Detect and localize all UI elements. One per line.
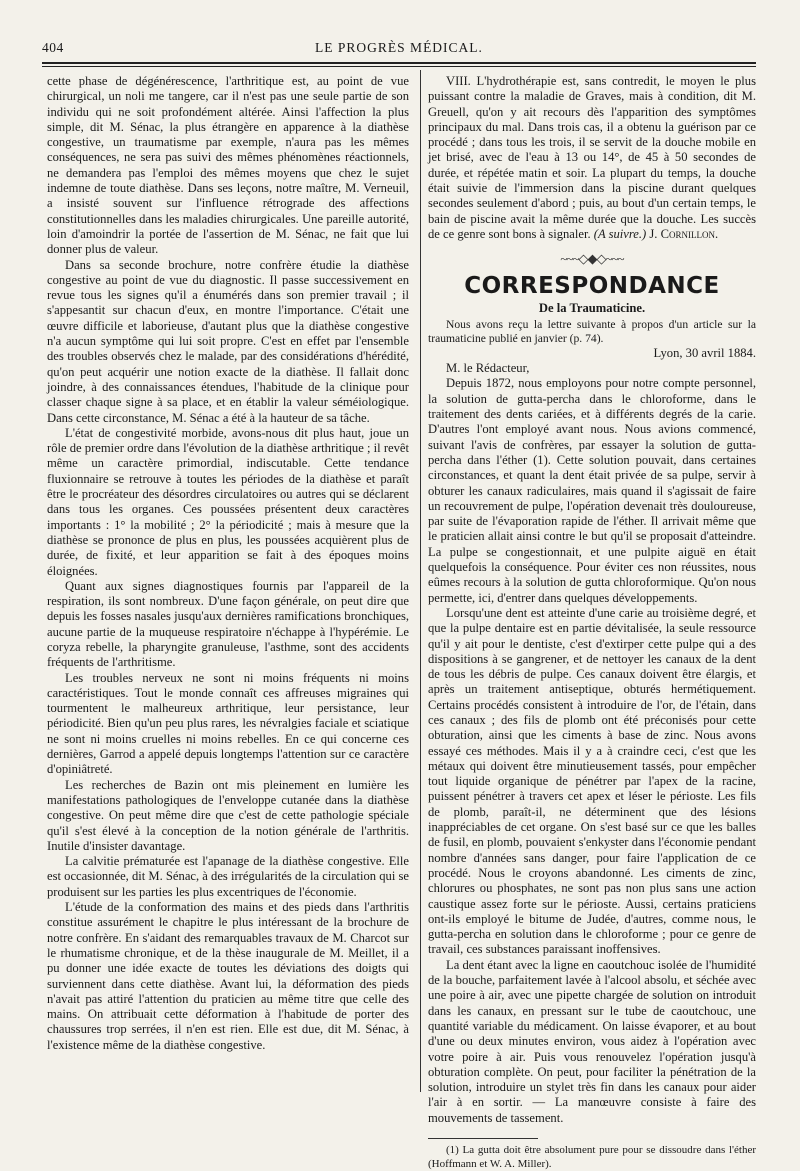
right-column <box>428 74 756 1170</box>
header-rule-thick <box>42 62 756 64</box>
paragraph-text: VIII. L'hydrothérapie est, sans contredit, le moyen le plus puissant contre la maladie de Graves, mais à condition, dit M. Greuell, qu'on y ait recours dès l'apparition des symptômes principaux du mal. Dans trois cas, il a obtenu la guérison par ce procédé ; dans tous les trois, il se servit de la douche mobile en jet brisé, avec de l'eau à 13 ou 14°, de 45 à 50 secondes de durée, et répétée matin et soir. La plupart du temps, la douche était suivie de l'immersion dans la piscine durant quelques secondes seulement d'abord ; puis, au bout d'un certain temps, le bain de piscine avait la même durée que la douche. Les succès de ce genre sont bons à signaler. <box>428 74 756 241</box>
page-number: 404 <box>42 40 64 55</box>
paragraph: L'étude de la conformation des mains et des pieds dans l'arthritis constitue assurément le chapitre le plus intéressant de la brochure de notre confrère. En s'aidant des remarquables travaux de M. Charcot sur le rhumatisme chronique, et de la thèse inaugurale de M. Meillet, il a pu donner une idée exacte de toutes les déviations des doigts qui surviennent dans cette diathèse. Avant lui, la déformation des pieds n'avait pas attiré l'attention du praticien au même titre que celle des mains. On attribuait cette déformation à l'habitude de porter des chaussures trop serrées, il n'en est rien. Elle est due, dit M. Sénac, à l'existence même de la diathèse congestive. <box>47 900 409 1052</box>
salutation: M. le Rédacteur, <box>446 361 530 376</box>
paragraph: cette phase de dégénérescence, l'arthritique est, au point de vue chirurgical, un noli me tangere, car il n'est pas une seule partie de son individu qui ne soit profondément altérée. Ainsi l'affection la plus simple, dit M. Sénac, la plus étrangère en apparence à la diathèse congestive, un traumatisme par exemple, n'aura pas les mêmes conséquences, ne sera pas suivi des mêmes phénomènes réactionnels, ne demandera pas l'emploi des mêmes moyens que chez le sujet indemne de toute diathèse. Dans ses leçons, notre maître, M. Verneuil, a insisté souvent sur l'influence rétrograde des affections constitutionnelles dans les maladies chirurgicales. Une pareille autorité, loin d'amoindrir la portée de l'assertion de M. Sénac, ne fait que lui donner plus de valeur. <box>47 74 409 257</box>
paragraph: L'état de congestivité morbide, avons-nous dit plus haut, joue un rôle de premier ordre dans l'évolution de la diathèse arthritique ; il revêt même un caractère primordial, indiscutable. Cette tendance fluxionnaire se retrouve à toutes les périodes de la diathèse et paraît être le procréateur des désordres circulatoires ou autres qui se déclarent dans tous les organes. Ces poussées présentent deux caractères importants : 1° la mobilité ; 2° la périodicité ; mais à mesure que la diathèse se prononce de plus en plus, les poussées acquièrent plus de durée, de fixité, et leur apparition se fait à des époques moins éloignées. <box>47 425 409 578</box>
section-subtitle: De la Traumaticine. <box>538 300 646 315</box>
ornament-divider: ~~~◇◆◇~~~ <box>560 251 624 267</box>
paragraph: La dent étant avec la ligne en caoutchouc isolée de l'humidité de la bouche, parfaitement lavée à l'alcool absolu, et séchée avec une poire à air, avec une pipette chargée de solution on introduit dans les canaux, en pressant sur le tube de caoutchouc, une quantité variable du médicament. On laisse évaporer, et au bout d'une ou deux minutes environ, vous aidez à l'opération avec votre poire à air. Puis vous renouvelez l'opération jusqu'à obturation complète. On peut, pour faciliter la pénétration de la solution, introduire un stylet très fin dans les canaux pour aider l'air à en sortir. — La manœuvre consiste à faire des mouvements de tassement. <box>428 957 756 1125</box>
section-title: CORRESPONDANCE <box>464 272 720 299</box>
article-continuation <box>428 74 756 242</box>
editor-intro: Nous avons reçu la lettre suivante à propos d'un article sur la traumaticine publié en janvier (p. 74). <box>428 317 756 345</box>
to-be-continued: (A suivre.) <box>593 226 647 241</box>
paragraph: Lorsqu'une dent est atteinte d'une carie au troisième degré, et que la pulpe dentaire est en partie dévitalisée, la seule ressource qu'il y ait pour le dentiste, c'est d'extirper cette pulpe qui a des dispositions à se gangrener, et de nettoyer les canaux de la dent de tous les débris de pulpe. Ces canaux doivent être élargis, et après un traitement antiseptique, obturés hermétiquement. Certains procédés consistent à introduire de l'or, de l'étain, dans ces canaux ; des fils de plomb ont été préconisés pour cette obturation, ainsi que les ciments à base de zinc. Nous avons essayé ces méthodes. Mais il y a à craindre ceci, c'est que les métaux qui doivent être minutieusement tassés, pour empêcher tout liquide organique de pénétrer par l'apex de la racine, puissent pénétrer à travers cet apex et léser le périoste. Les fils de plomb, paraît-il, ne déterminent que des lésions inappréciables de cet organe. On s'est basé sur ce que les balles de fusil, en plomb, pouvaient s'enkyster dans l'économie pendant nombre d'années sans danger, pour faire l'application de ce procédé. Nous le croyons abandonné. Les ciments de zinc, chlorures ou phosphates, ne sont pas non plus sans une action caustique assez forte sur le périoste. Aussi, certains praticiens ont-ils employé le bitume de Judée, d'autres, comme nous, le gutta-percha en solution dans le chloroforme ; pour ce genre de travail, ces substances paraissant inoffensives. <box>428 605 756 957</box>
dateline: Lyon, 30 avril 1884. <box>653 345 756 360</box>
column-divider <box>420 70 421 1092</box>
left-column <box>47 74 409 1094</box>
paragraph: La calvitie prématurée est l'apanage de la diathèse congestive. Elle est occasionnée, dit M. Sénac, à des irrégularités de la circulation qui se produisent sur les parties les plus excentriques de l'économie. <box>47 854 409 899</box>
page-header <box>42 38 756 60</box>
footnote-rule <box>428 1138 538 1139</box>
journal-title: LE PROGRÈS MÉDICAL. <box>315 40 483 55</box>
paragraph: Dans sa seconde brochure, notre confrère étudie la diathèse congestive au point de vue du diagnostic. Il passe successivement en revue tous les signes qu'il a énumérés dans son premier travail ; il s'appesantit sur chacun d'eux, en montre l'importance. C'était une œuvre difficile et laborieuse, d'autant plus que la diathèse congestive n'a aucun symptôme qui lui soit propre. C'est en effet par l'ensemble des troubles observés chez le malade, par des considérations d'hérédité, qu'on peut acquérir une notion exacte de la diathèse. Il fallait donc joindre, à des connaissances étendues, l'habitude de la clinique pour classer chaque signe à sa place, et en établir la valeur séméiologique. Dans cette circonstance, M. Sénac a été à la hauteur de sa tâche. <box>47 257 409 425</box>
paragraph: Depuis 1872, nous employons pour notre compte personnel, la solution de gutta-percha dans le chloroforme, dans le traitement des dents cariées, et à différents degrés de la carie. D'autres l'ont employé avant nous. Nous avions commencé, suivant l'avis de confrères, par essayer la solution de gutta-percha dans l'éther (1). Cette solution pouvait, dans certaines circonstances, et quant la dent était privée de sa pulpe, servir à obturer les canaux radiculaires, mais quand il s'agissait de faire un recouvrement de pulpe, l'opération devenait très douloureuse, par suite de l'évaporation rapide de l'éther. Il arrivait même que le praticien allait ainsi contre le but qu'il se proposait d'atteindre. La pulpe se congestionnait, et une pulpite aiguë en était quelquefois la conséquence. Pour éviter ces non réussites, nous eûmes recours à la solution de gutta chloroformique. Qu'on nous permette, ici, d'entrer dans quelques développements. <box>428 376 756 605</box>
footnote: (1) La gutta doit être absolument pure pour se dissoudre dans l'éther (Hoffmann et W. A. Miller). <box>428 1144 756 1170</box>
paragraph: Quant aux signes diagnostiques fournis par l'appareil de la respiration, ils sont nombreux. D'une façon générale, on peut dire que depuis les fosses nasales jusqu'aux dernières ramifications bronchiques, aucune partie de la muqueuse respiratoire n'échappe à l'hypérémie. Le coryza rebelle, la pharyngite granuleuse, l'asthme, sont des accidents fréquents de l'arthritisme. <box>47 578 409 670</box>
author-signature: J. Cornillon. <box>649 226 719 241</box>
header-rule-thin <box>42 66 756 67</box>
paragraph: Les recherches de Bazin ont mis pleinement en lumière les manifestations pathologiques de l'enveloppe cutanée dans la diathèse congestive. On peut même dire que c'est de cette pathologie spéciale qu'il s'est élevé à la conception de la notion générale de l'arthritis. Inutile d'insister davantage. <box>47 777 409 853</box>
paragraph: Les troubles nerveux ne sont ni moins fréquents ni moins caractéristiques. Tout le monde connaît ces affreuses migraines qui tourmentent le malheureux arthritique, leur persistance, leur périodicité. Bien qu'un peu plus rares, les névralgies faciale et sciatique ne sont ni moins cruelles ni moins rebelles. En ce qui concerne ces dernières, Garrod a appelé depuis longtemps l'attention sur ce caractère d'opiniâtreté. <box>47 670 409 777</box>
